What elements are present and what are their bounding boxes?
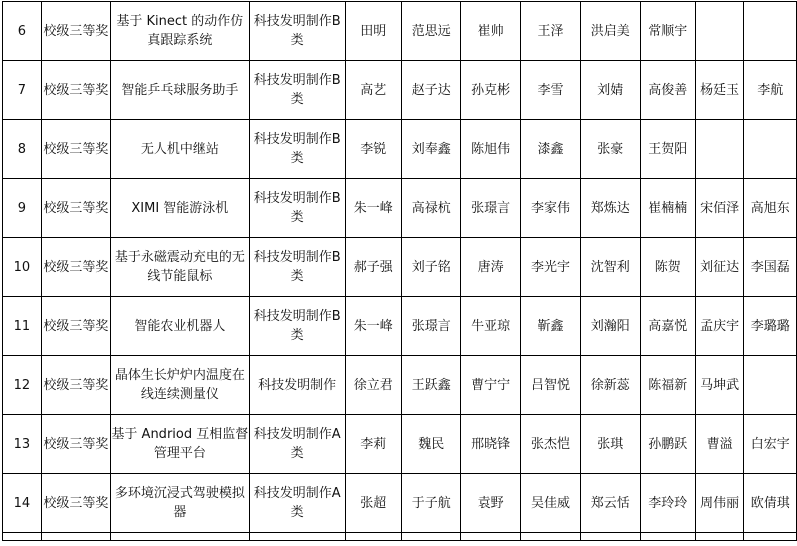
member-name-cell: 刘瀚阳 <box>581 297 640 356</box>
table-row <box>3 238 797 297</box>
member-name-cell: 李国磊 <box>744 238 797 297</box>
category-cell: 科技发明制作A类 <box>249 415 345 474</box>
category-cell: 科技发明制作B类 <box>249 61 345 120</box>
member-name-cell: 孙克彬 <box>461 61 520 120</box>
row-number-cell: 14 <box>3 474 42 533</box>
award-level-cell: 校级三等奖 <box>41 2 110 61</box>
member-name-cell: 赵子达 <box>402 61 461 120</box>
member-name-cell: 李雪 <box>520 61 580 120</box>
row-number-cell: 6 <box>3 2 42 61</box>
project-name-cell: 晶体生长炉炉内温度在线连续测量仪 <box>110 356 249 415</box>
member-name-cell: 张璟言 <box>402 297 461 356</box>
member-name-cell: 李莉 <box>345 415 401 474</box>
project-name-cell: 基于永磁震动充电的无线节能鼠标 <box>110 238 249 297</box>
member-name-cell: 沈智利 <box>581 238 640 297</box>
category-cell: 科技发明制作B类 <box>249 297 345 356</box>
member-name-cell: 曹溢 <box>695 415 744 474</box>
member-name-cell: 徐立君 <box>345 356 401 415</box>
member-name-cell: 陈福新 <box>640 356 695 415</box>
member-name-cell: 邢晓锋 <box>461 415 520 474</box>
member-name-cell: 刘子铭 <box>402 238 461 297</box>
member-name-cell: 刘奉鑫 <box>402 120 461 179</box>
member-name-cell: 吴佳威 <box>520 474 580 533</box>
row-number-cell: 11 <box>3 297 42 356</box>
member-name-cell: 曹宁宁 <box>461 356 520 415</box>
member-name-cell <box>695 120 744 179</box>
award-level-cell: 校级三等奖 <box>41 356 110 415</box>
member-name-cell: 高嘉悦 <box>640 297 695 356</box>
row-number-cell: 7 <box>3 61 42 120</box>
member-name-cell: 王泽 <box>520 2 580 61</box>
member-name-cell: 漆鑫 <box>520 120 580 179</box>
row-number-cell: 12 <box>3 356 42 415</box>
table-row <box>3 120 797 179</box>
member-name-cell <box>744 356 797 415</box>
member-name-cell: 袁野 <box>461 474 520 533</box>
member-name-cell: 范思远 <box>402 2 461 61</box>
member-name-cell: 唐涛 <box>461 238 520 297</box>
member-name-cell: 李玲玲 <box>640 474 695 533</box>
row-number-cell: 13 <box>3 415 42 474</box>
award-level-cell: 校级三等奖 <box>41 238 110 297</box>
member-name-cell: 周伟丽 <box>695 474 744 533</box>
member-name-cell: 刘婧 <box>581 61 640 120</box>
member-name-cell: 张璟言 <box>461 179 520 238</box>
awards-table <box>2 1 797 541</box>
member-name-cell: 崔楠楠 <box>640 179 695 238</box>
project-name-cell: 多环境沉浸式驾驶模拟器 <box>110 474 249 533</box>
member-name-cell: 李璐璐 <box>744 297 797 356</box>
row-number-cell: 8 <box>3 120 42 179</box>
member-name-cell: 崔帅 <box>461 2 520 61</box>
member-name-cell: 刘征达 <box>695 238 744 297</box>
member-name-cell: 吕智悦 <box>520 356 580 415</box>
member-name-cell: 郑云恬 <box>581 474 640 533</box>
member-name-cell <box>695 2 744 61</box>
member-name-cell: 高俊善 <box>640 61 695 120</box>
member-name-cell: 牛亚琼 <box>461 297 520 356</box>
project-name-cell: 基于 Kinect 的动作仿真跟踪系统 <box>110 2 249 61</box>
member-name-cell: 李航 <box>744 61 797 120</box>
member-name-cell: 李家伟 <box>520 179 580 238</box>
table-cutoff-row <box>3 533 797 541</box>
member-name-cell: 高艺 <box>345 61 401 120</box>
project-name-cell: 无人机中继站 <box>110 120 249 179</box>
member-name-cell: 张超 <box>345 474 401 533</box>
category-cell: 科技发明制作B类 <box>249 120 345 179</box>
member-name-cell: 宋佰泽 <box>695 179 744 238</box>
member-name-cell: 朱一峰 <box>345 179 401 238</box>
member-name-cell: 靳鑫 <box>520 297 580 356</box>
award-level-cell: 校级三等奖 <box>41 61 110 120</box>
member-name-cell: 常顺宇 <box>640 2 695 61</box>
table-row <box>3 474 797 533</box>
member-name-cell: 魏民 <box>402 415 461 474</box>
row-number-cell: 9 <box>3 179 42 238</box>
member-name-cell: 田明 <box>345 2 401 61</box>
table-row <box>3 179 797 238</box>
member-name-cell: 于子航 <box>402 474 461 533</box>
member-name-cell: 朱一峰 <box>345 297 401 356</box>
member-name-cell: 李光宇 <box>520 238 580 297</box>
project-name-cell: 智能乒乓球服务助手 <box>110 61 249 120</box>
member-name-cell: 张杰恺 <box>520 415 580 474</box>
member-name-cell: 张豪 <box>581 120 640 179</box>
award-level-cell: 校级三等奖 <box>41 179 110 238</box>
member-name-cell: 高旭东 <box>744 179 797 238</box>
award-level-cell: 校级三等奖 <box>41 415 110 474</box>
table-row <box>3 415 797 474</box>
member-name-cell: 孟庆宇 <box>695 297 744 356</box>
member-name-cell: 张琪 <box>581 415 640 474</box>
member-name-cell <box>744 2 797 61</box>
award-level-cell: 校级三等奖 <box>41 297 110 356</box>
member-name-cell: 王跃鑫 <box>402 356 461 415</box>
member-name-cell: 杨廷玉 <box>695 61 744 120</box>
award-level-cell: 校级三等奖 <box>41 474 110 533</box>
member-name-cell <box>744 120 797 179</box>
table-body <box>3 2 797 533</box>
category-cell: 科技发明制作B类 <box>249 2 345 61</box>
category-cell: 科技发明制作A类 <box>249 474 345 533</box>
category-cell: 科技发明制作B类 <box>249 238 345 297</box>
member-name-cell: 欧倩琪 <box>744 474 797 533</box>
member-name-cell: 白宏宇 <box>744 415 797 474</box>
row-number-cell: 10 <box>3 238 42 297</box>
category-cell: 科技发明制作 <box>249 356 345 415</box>
member-name-cell: 王贺阳 <box>640 120 695 179</box>
member-name-cell: 陈旭伟 <box>461 120 520 179</box>
member-name-cell: 郝子强 <box>345 238 401 297</box>
member-name-cell: 孙鹏跃 <box>640 415 695 474</box>
member-name-cell: 陈贺 <box>640 238 695 297</box>
table-row <box>3 61 797 120</box>
category-cell: 科技发明制作B类 <box>249 179 345 238</box>
project-name-cell: 基于 Andriod 互相监督管理平台 <box>110 415 249 474</box>
table-row <box>3 2 797 61</box>
member-name-cell: 徐新蕊 <box>581 356 640 415</box>
member-name-cell: 高禄杭 <box>402 179 461 238</box>
member-name-cell: 洪启美 <box>581 2 640 61</box>
project-name-cell: 智能农业机器人 <box>110 297 249 356</box>
table-row <box>3 297 797 356</box>
member-name-cell: 李锐 <box>345 120 401 179</box>
table-row <box>3 356 797 415</box>
award-level-cell: 校级三等奖 <box>41 120 110 179</box>
project-name-cell: XIMI 智能游泳机 <box>110 179 249 238</box>
member-name-cell: 郑炼达 <box>581 179 640 238</box>
member-name-cell: 马坤武 <box>695 356 744 415</box>
